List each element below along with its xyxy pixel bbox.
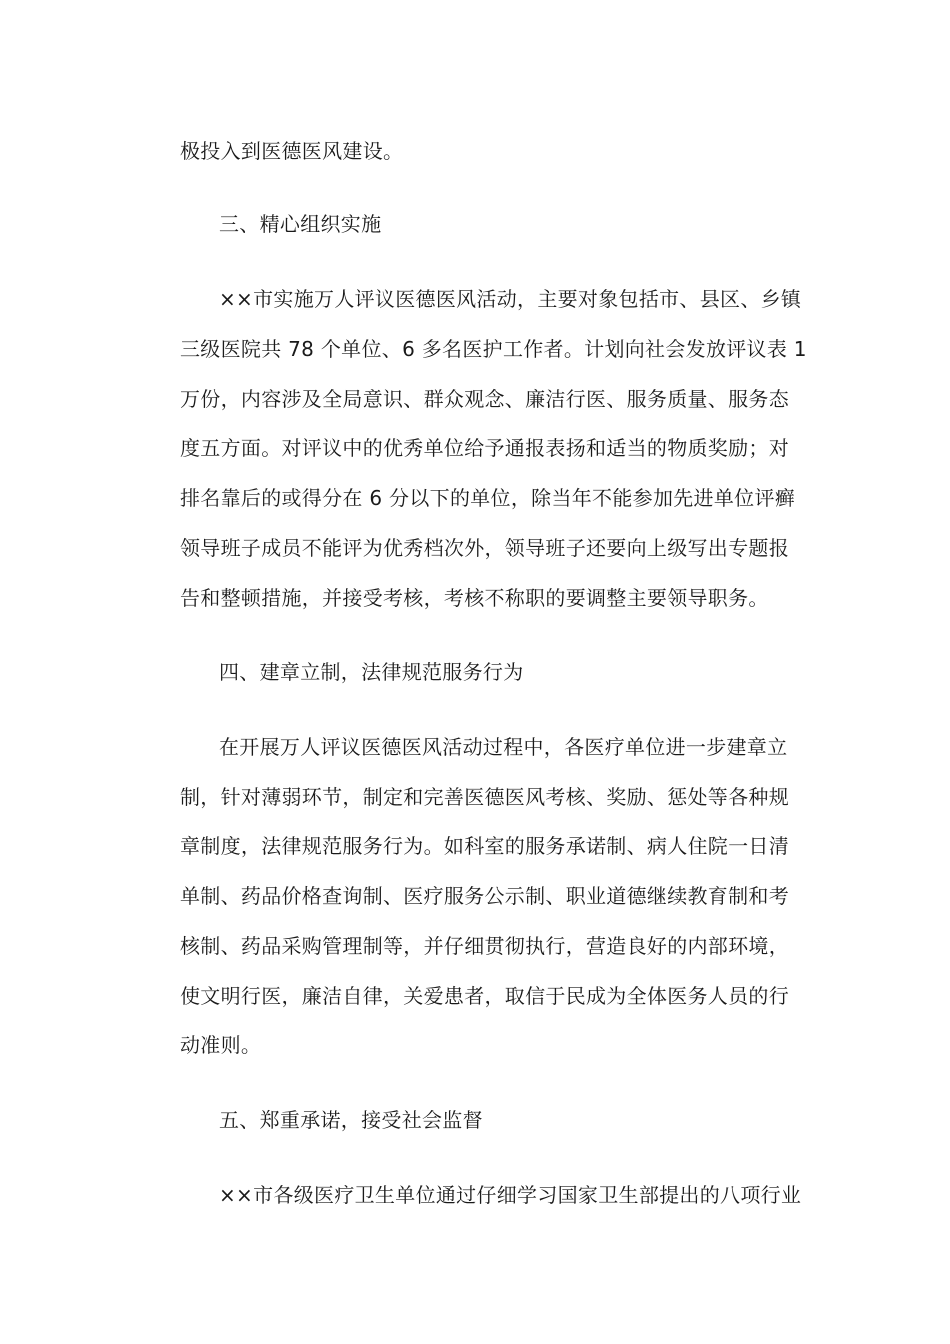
paragraph-line: ××市各级医疗卫生单位通过仔细学习国家卫生部提出的八项行业 — [219, 1183, 802, 1207]
paragraph-line: 动准则。 — [180, 1033, 262, 1057]
paragraph-line: 使文明行医，廉洁自律，关爱患者，取信于民成为全体医务人员的行 — [180, 984, 789, 1008]
section-heading: 四、建章立制，法律规范服务行为 — [219, 660, 524, 684]
paragraph-line: 领导班子成员不能评为优秀档次外，领导班子还要向上级写出专题报 — [180, 536, 789, 560]
paragraph-line: 单制、药品价格查询制、医疗服务公示制、职业道德继续教育制和考 — [180, 884, 789, 908]
paragraph-line: 制，针对薄弱环节，制定和完善医德医风考核、奖励、惩处等各种规 — [180, 785, 789, 809]
paragraph-line: 章制度，法律规范服务行为。如科室的服务承诺制、病人住院一日清 — [180, 834, 789, 858]
paragraph-line: 核制、药品采购管理制等，并仔细贯彻执行，营造良好的内部环境， — [180, 934, 789, 958]
paragraph-line: 极投入到医德医风建设。 — [180, 139, 404, 163]
paragraph-line: 在开展万人评议医德医风活动过程中，各医疗单位进一步建章立 — [219, 735, 788, 759]
paragraph-line: 告和整顿措施，并接受考核，考核不称职的要调整主要领导职务。 — [180, 586, 769, 610]
section-heading: 五、郑重承诺，接受社会监督 — [219, 1108, 483, 1132]
paragraph-line: 万份，内容涉及全局意识、群众观念、廉洁行医、服务质量、服务态 — [180, 387, 789, 411]
paragraph-line: 度五方面。对评议中的优秀单位给予通报表扬和适当的物质奖励；对 — [180, 436, 789, 460]
paragraph-line: 排名靠后的或得分在 6 分以下的单位，除当年不能参加先进单位评癣 — [180, 486, 796, 510]
paragraph-line: 三级医院共 78 个单位、6 多名医护工作者。计划向社会发放评议表 1 — [180, 337, 807, 361]
paragraph-line: ××市实施万人评议医德医风活动，主要对象包括市、县区、乡镇 — [219, 287, 802, 311]
section-heading: 三、精心组织实施 — [219, 212, 382, 236]
